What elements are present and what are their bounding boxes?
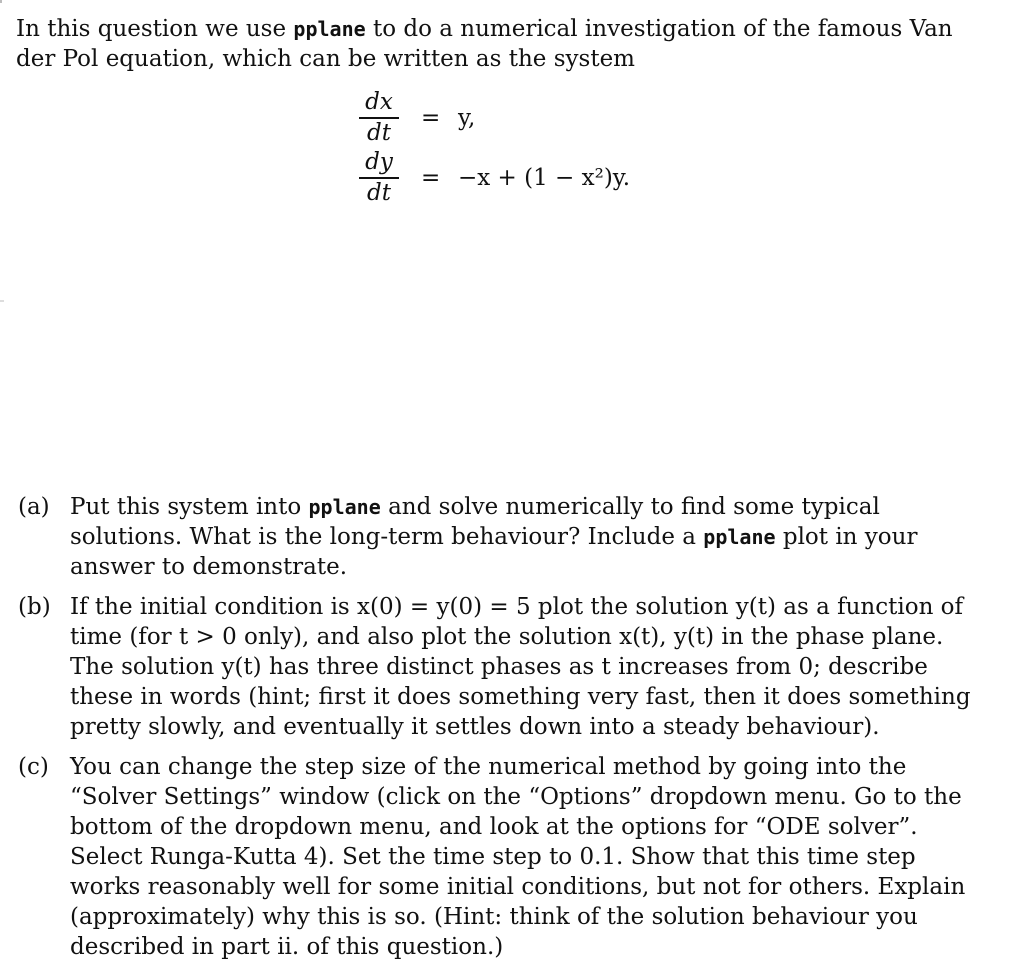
intro-text-before: In this question we use [16,16,294,42]
eq1-equals: = [421,105,441,131]
part-a [18,492,978,582]
eq1-denominator: dt [367,119,391,146]
part-b-text: If the initial condition is x(0) = y(0) = 5 plot the solution y(t) as a function of time (for t > 0 only), and also plot the solution x(t), y(t) in the phase plane. The solution y(t) has three distinct phases as t increases from 0; describe these in words (hint; first it does something very fast, then it does something pretty slowly, and eventually it settles down into a steady behaviour). [70,594,971,740]
eq2-rhs: −x + (1 − x²)y. [458,165,631,191]
part-a-text-1: Put this system into [70,494,309,520]
part-a-text-3: plot in your answer to demonstrate. [70,524,918,580]
eq2-denominator: dt [367,179,391,206]
part-c-text: You can change the step size of the numerical method by going into the “Solver Settings” window (click on the “Options” dropdown menu. Go to the bottom of the dropdown menu, and look at the options for “ODE solver”. Select Runga-Kutta 4). Set the time step to 0.1. Show that this time step works reasonably well for some initial conditions, but not for others. Explain (approximately) why this is so. (Hint: think of the solution behaviour you described in part ii. of this question.) [70,754,966,960]
fraction-dx-dt [355,88,403,146]
part-a-code-1: pplane [308,495,381,519]
eq1-rhs: y, [458,105,476,131]
eq2-numerator: dy [365,149,393,175]
scan-artifact-left [0,300,4,302]
fraction-bar [359,117,399,119]
eq2-equals: = [421,165,441,191]
intro-paragraph [16,14,986,74]
part-a-text-2: and solve numerically to find some typical solutions. What is the long-term behaviour? Include a [70,494,880,550]
part-a-label: (a) [18,494,50,520]
eq1-numerator: dx [365,89,393,115]
part-b-label: (b) [18,594,51,620]
intro-text-after: to do a numerical investigation of the famous Van der Pol equation, which can be written as the system [16,16,953,72]
part-a-code-2: pplane [703,525,776,549]
part-b [18,592,978,742]
fraction-dy-dt [355,148,403,206]
question-parts [18,492,978,972]
fraction-bar [359,177,399,179]
part-c [18,752,978,962]
part-c-label: (c) [18,754,49,780]
intro-code: pplane [293,17,366,41]
scan-artifact [0,0,2,3]
